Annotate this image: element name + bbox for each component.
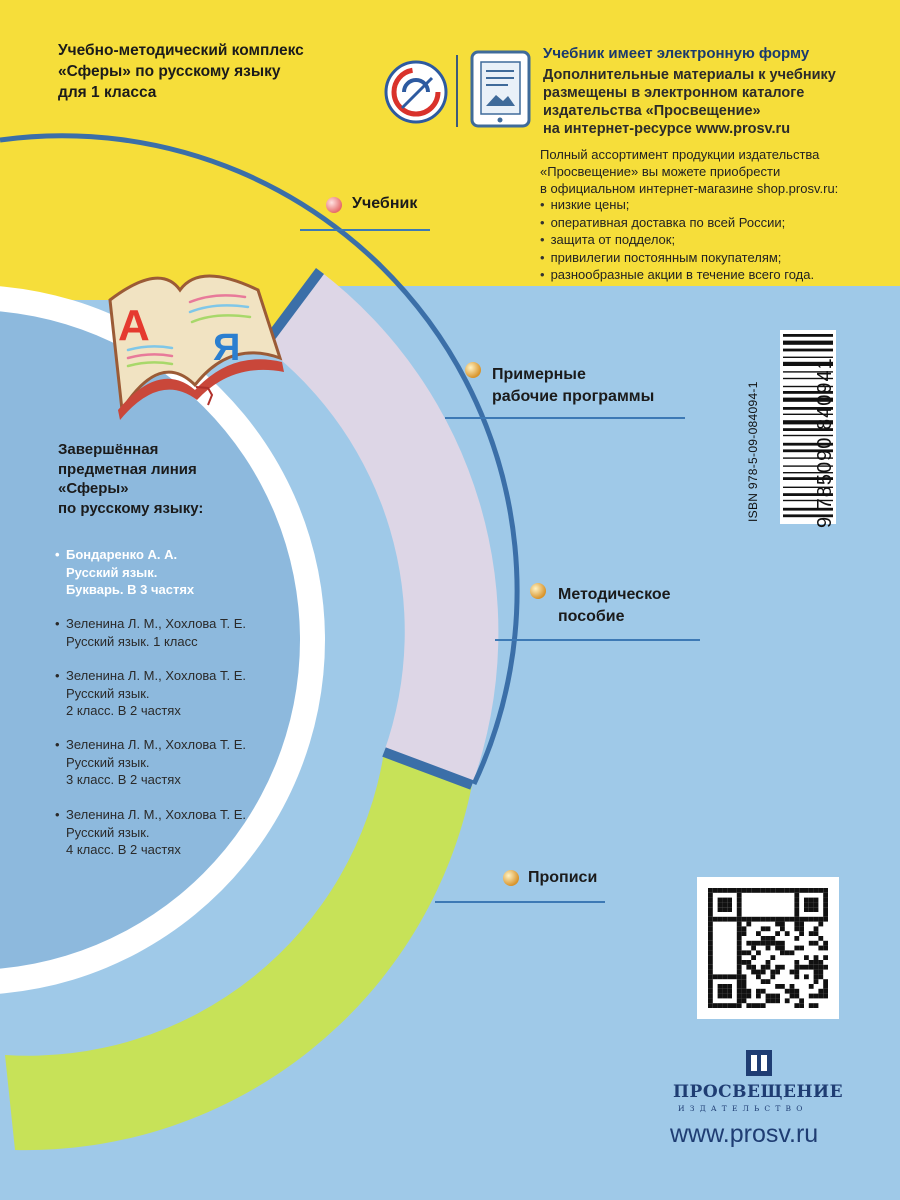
book-list-item xyxy=(55,615,247,650)
eform-line: размещены в электронном каталоге xyxy=(543,85,805,101)
book-letter-right: Я xyxy=(213,327,241,369)
shop-intro xyxy=(540,146,838,197)
shop-intro-line: «Просвещение» вы можете приобрести xyxy=(540,164,781,179)
bullet-icon: • xyxy=(55,807,60,822)
prosv-logo-icon xyxy=(746,1050,772,1076)
book-line: Зеленина Л. М., Хохлова Т. Е. xyxy=(66,807,247,822)
book-line: Зеленина Л. М., Хохлова Т. Е. xyxy=(66,737,247,752)
spheres-logo-icon xyxy=(386,62,446,122)
shop-benefit-item: • оперативная доставка по всей России; xyxy=(540,214,814,232)
publisher-name: ПРОСВЕЩЕНИЕ xyxy=(673,1082,844,1102)
bullet-icon: • xyxy=(55,668,60,683)
book-line: Бондаренко А. А. xyxy=(66,547,178,562)
subject-line-title-line: предметная линия xyxy=(58,460,197,478)
eform-line: Дополнительные материалы к учебнику xyxy=(543,67,836,83)
subject-line-title-line: по русскому языку: xyxy=(58,499,204,517)
publisher-subtitle: ИЗДАТЕЛЬСТВО xyxy=(678,1104,808,1113)
section-label-programs xyxy=(492,364,654,408)
bullet-icon xyxy=(530,583,546,599)
section-label-textbook: Учебник xyxy=(352,195,418,212)
bullet-icon xyxy=(503,870,519,886)
section-label-copybooks: Прописи xyxy=(528,869,598,886)
bullet-icon xyxy=(326,197,342,213)
subject-line-title-line: «Сферы» xyxy=(58,480,129,497)
series-title-line: для 1 класса xyxy=(58,84,157,101)
eform-line: издательства «Просвещение» xyxy=(543,103,761,119)
book-line: Зеленина Л. М., Хохлова Т. Е. xyxy=(66,616,247,631)
section-label-line: Методическое xyxy=(558,586,671,603)
section-label-line: Примерные xyxy=(492,366,586,383)
book-line: Зеленина Л. М., Хохлова Т. Е. xyxy=(66,668,247,683)
section-label-line: рабочие программы xyxy=(492,388,655,405)
eform-description xyxy=(543,66,836,138)
shop-benefit-item: • защита от подделок; xyxy=(540,231,814,249)
book-line: 4 класс. В 2 частях xyxy=(66,842,181,857)
book-line: Русский язык. xyxy=(66,754,150,770)
qr-code-icon xyxy=(697,877,839,1019)
book-line: Русский язык. xyxy=(66,824,150,840)
book-letter-left: А xyxy=(118,301,150,350)
tablet-eform-icon xyxy=(472,52,529,126)
subject-line-title xyxy=(58,440,203,518)
bullet-icon: • xyxy=(55,616,60,631)
series-title xyxy=(58,40,304,103)
shop-benefit-item: • привилегии постоянным покупателям; xyxy=(540,249,814,267)
book-line: 2 класс. В 2 частях xyxy=(66,703,181,718)
book-line: Букварь. В 3 частях xyxy=(66,582,195,597)
series-title-line: «Сферы» по русскому языку xyxy=(58,63,281,80)
eform-title: Учебник имеет электронную форму xyxy=(543,45,810,62)
book-line: Русский язык. xyxy=(66,564,158,580)
shop-benefit-item: • низкие цены; xyxy=(540,196,814,214)
bullet-icon: • xyxy=(55,737,60,752)
shop-intro-line: в официальном интернет-магазине shop.prosv.ru: xyxy=(540,181,839,196)
section-label-line: пособие xyxy=(558,608,625,625)
book-list-item xyxy=(55,667,247,720)
book-line: Русский язык. xyxy=(66,685,150,701)
isbn-label: ISBN 978-5-09-084094-1 xyxy=(746,381,760,522)
shop-benefits-list xyxy=(540,196,814,284)
eform-line: на интернет-ресурсе www.prosv.ru xyxy=(543,121,791,137)
barcode-digits: 9 785090 840941 xyxy=(814,357,836,528)
shop-intro-line: Полный ассортимент продукции издательства xyxy=(540,147,820,162)
book-list-item xyxy=(55,806,247,859)
publisher-url[interactable]: www.prosv.ru xyxy=(670,1120,819,1148)
subject-line-title-line: Завершённая xyxy=(58,441,159,458)
book-list-item-current xyxy=(55,546,195,599)
book-line: 3 класс. В 2 частях xyxy=(66,772,181,787)
series-title-line: Учебно-методический комплекс xyxy=(58,42,304,59)
bullet-icon: • xyxy=(55,547,60,562)
section-label-manual xyxy=(558,584,671,628)
book-list-item xyxy=(55,736,247,789)
shop-benefit-item: • разнообразные акции в течение всего года. xyxy=(540,266,814,284)
bullet-icon xyxy=(465,362,481,378)
book-line: Русский язык. 1 класс xyxy=(66,633,198,649)
